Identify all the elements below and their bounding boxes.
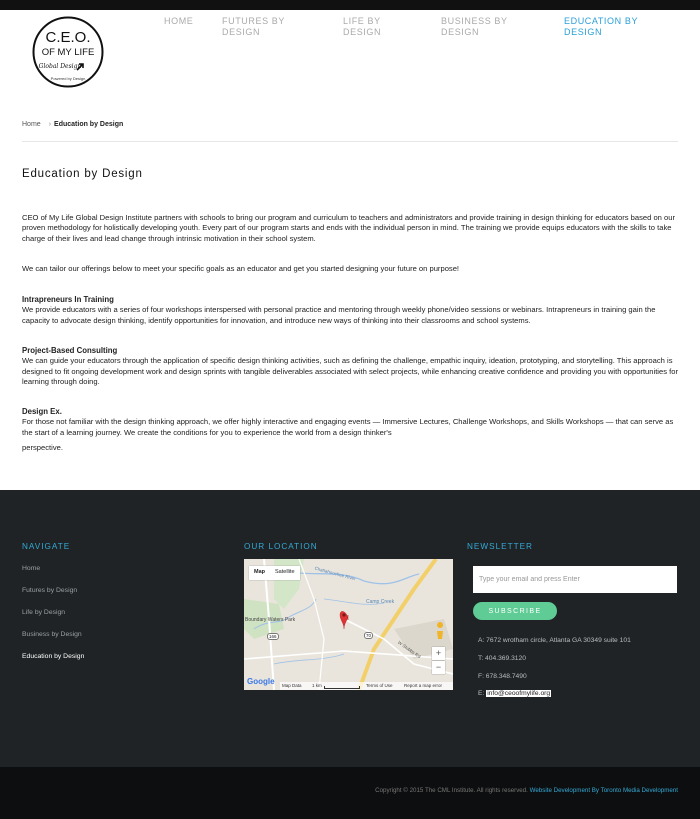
contact-address: A: 7672 wrotham circle, Atlanta GA 30349 suite 101 — [478, 637, 631, 644]
subscribe-button[interactable]: SUBSCRIBE — [473, 602, 557, 620]
newsletter-email-input[interactable] — [473, 566, 677, 593]
contact-phone: T: 404.369.3120 — [478, 655, 526, 662]
breadcrumb-home[interactable]: Home — [22, 121, 41, 128]
map-label-river: Chattahoochee River — [314, 565, 357, 582]
section-text: We can guide your educators through the application of specific design thinking activities, such as defining the challenge, empathic inquiry, ideation, prototyping, and storytelling. This approach is designed to fit ongoing development work and design sprints with tangible deliverables associated with select projects, while enhancing creative confidence and providing you with opportunities for learning through doing. — [22, 356, 678, 386]
developer-link[interactable]: Website Development By Toronto Media Development — [529, 787, 678, 794]
contact-email-prefix: E: — [478, 690, 487, 697]
map-type-tabs — [249, 566, 300, 580]
top-bar — [0, 0, 700, 10]
section-design-ex — [22, 407, 678, 438]
copyright-text: Copyright © 2015 The CML Institute. All rights reserved. — [375, 787, 528, 794]
map-label-park: Boundary Waters Park — [245, 617, 296, 623]
tail-paragraph: perspective. — [22, 443, 63, 452]
map-shield-70: 70 — [366, 633, 372, 638]
section-text: We provide educators with a series of four workshops interspersed with personal practice and mentoring through weekly phone/video sessions or webinars. Intrapreneurs in training gain the capacity to advocate design thinking, identify opportunities for innovation, and introduce new ways of thinking into their classrooms and school systems. — [22, 305, 656, 325]
logo-script: Global Design — [38, 63, 82, 70]
section-text: For those not familiar with the design thinking approach, we offer highly interactive and engaging events — Immersive Lectures, Challenge Workshops, and Skills Workshops — that can serve as the start of a learning journey. We create the conditions for you to experience the world from a design thinker's — [22, 417, 674, 437]
nav-futures-by-design[interactable]: FUTURES BY DESIGN — [222, 16, 285, 37]
copyright — [375, 787, 678, 794]
nav-life-by-design[interactable]: LIFE BY DESIGN — [343, 16, 382, 37]
page-title: Education by Design — [22, 168, 143, 180]
section-intrapreneurs — [22, 295, 678, 326]
footer-link-futures[interactable]: Futures by Design — [22, 587, 78, 594]
zoom-out-button[interactable]: − — [432, 661, 445, 674]
section-consulting — [22, 346, 678, 387]
divider — [22, 141, 678, 142]
nav-home[interactable]: HOME — [164, 16, 194, 26]
map-report-link[interactable]: Report a map error — [404, 683, 443, 688]
location-heading: OUR LOCATION — [244, 542, 318, 551]
contact-fax: F: 678.348.7490 — [478, 673, 527, 680]
map-terms-link[interactable]: Terms of Use — [366, 683, 393, 688]
nav-education-by-design[interactable]: EDUCATION BY DESIGN — [564, 16, 638, 37]
map-footer-bar — [280, 682, 453, 690]
logo-tagline: Powered by Design — [50, 76, 86, 81]
newsletter-heading: NEWSLETTER — [467, 542, 533, 551]
contact-email-link[interactable]: info@ceoofmylife.org — [487, 690, 551, 697]
map-tab-map[interactable]: Map — [254, 569, 265, 575]
footer-link-education[interactable]: Education by Design — [22, 653, 85, 660]
zoom-in-button[interactable]: + — [432, 647, 445, 660]
tailor-paragraph: We can tailor our offerings below to meet your specific goals as an educator and get you started designing your future on purpose! — [22, 264, 460, 273]
map-shield-166: 166 — [269, 634, 277, 639]
section-title: Intrapreneurs In Training — [22, 295, 114, 304]
main-nav — [0, 16, 700, 46]
map-scale-bar — [324, 686, 360, 689]
map-scale-text: 1 km — [312, 683, 322, 688]
contact-email-row — [478, 690, 551, 697]
logo-line2: OF MY LIFE — [41, 47, 95, 58]
logo-line1: C.E.O. — [45, 29, 91, 46]
breadcrumb-separator: › — [48, 121, 52, 128]
location-map[interactable] — [244, 559, 453, 690]
section-title: Design Ex. — [22, 407, 62, 416]
map-label-creek: Camp Creek — [366, 599, 395, 605]
section-title: Project-Based Consulting — [22, 346, 118, 355]
map-data-text: Map Data — [282, 683, 302, 688]
footer-link-home[interactable]: Home — [22, 565, 41, 572]
breadcrumb-current: Education by Design — [54, 121, 124, 128]
footer-link-business[interactable]: Business by Design — [22, 631, 82, 638]
navigate-heading: NAVIGATE — [22, 542, 71, 551]
intro-paragraph: CEO of My Life Global Design Institute partners with schools to bring our program and curriculum to teachers and administrators and provide training in design thinking for educators based on our proven methodology for holistically developing youth. Every part of our program starts and ends with the individual person in mind. The training we provide equips educators with the skills to take charge of their lives and lead change through intrinsic motivation in their school system. — [22, 213, 675, 243]
footer-link-life[interactable]: Life by Design — [22, 609, 66, 616]
google-logo: Google — [247, 677, 275, 686]
breadcrumb — [22, 121, 123, 128]
map-label-road: W Stubbs Rd — [396, 639, 422, 660]
nav-business-by-design[interactable]: BUSINESS BY DESIGN — [441, 16, 508, 37]
map-tab-satellite[interactable]: Satellite — [275, 569, 295, 575]
